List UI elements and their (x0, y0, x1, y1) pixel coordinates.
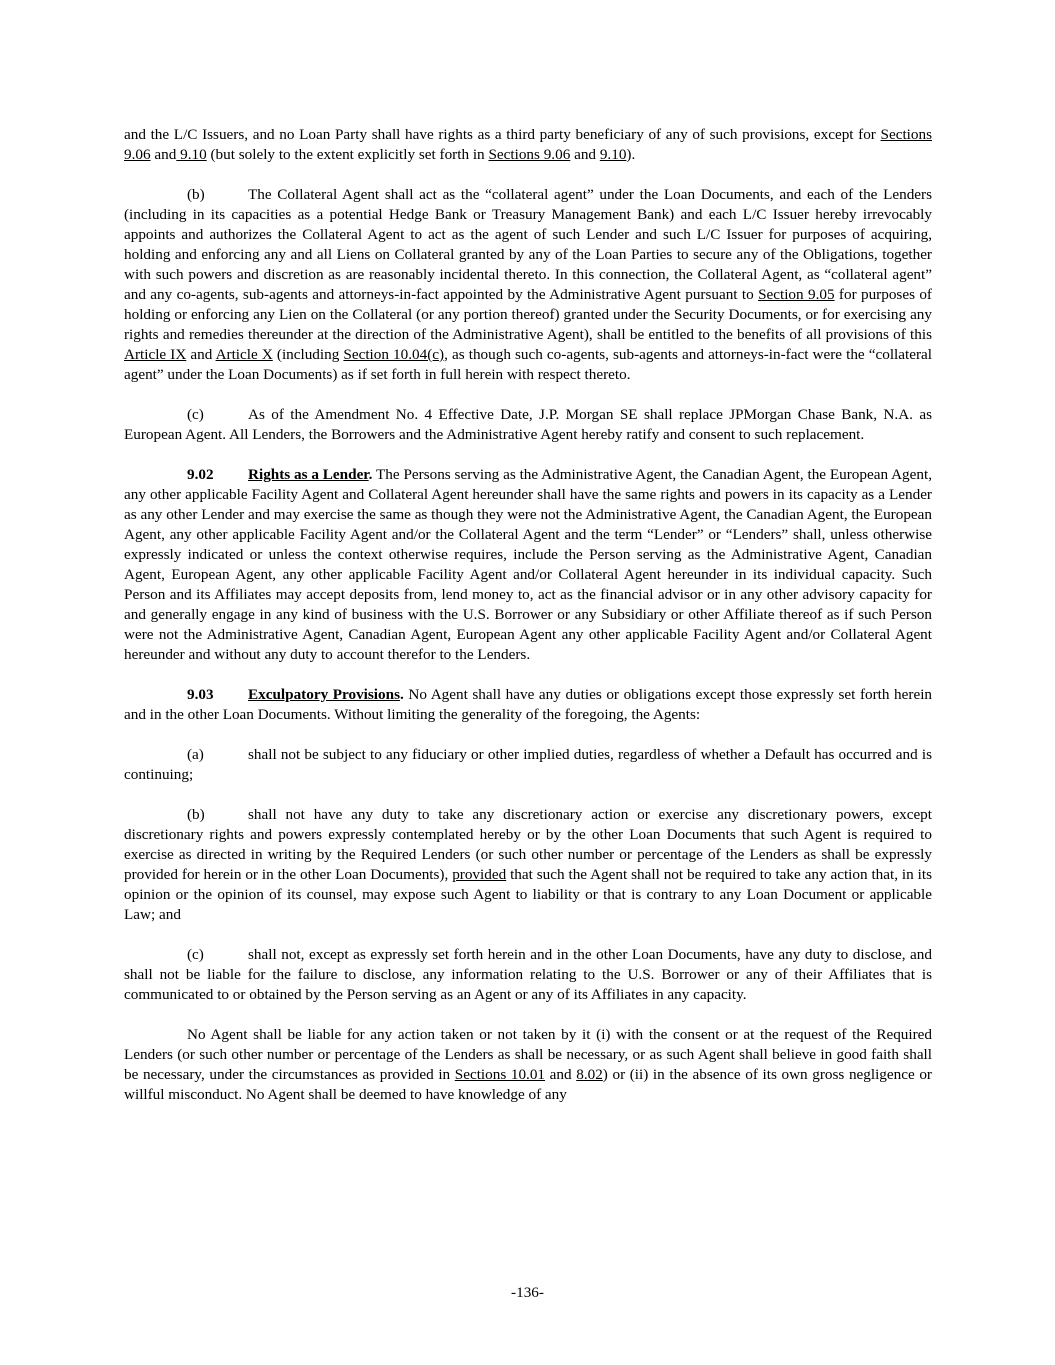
paragraph (124, 745, 932, 785)
paragraph (124, 185, 932, 385)
text-run: and (570, 146, 600, 163)
cross-reference: Section 10.04(c) (343, 346, 445, 363)
cross-reference: 8.02 (576, 1066, 603, 1083)
section-label: 9.02 (187, 466, 214, 483)
cross-reference: 9.10 (176, 146, 207, 163)
paragraph (124, 125, 932, 165)
document-body (124, 125, 932, 1125)
cross-reference: Article X (215, 346, 273, 363)
cross-reference: Sections 9.06 (124, 126, 932, 163)
paragraph (124, 465, 932, 665)
section-heading: Exculpatory Provisions (248, 686, 400, 703)
cross-reference: 9.10 (599, 146, 627, 163)
cross-reference: provided (452, 866, 507, 883)
text-run: ) or (ii) in the absence of its own gross negligence or willful misconduct. No Agent shall be deemed to have knowledge of any (124, 1066, 932, 1103)
text-run: and (150, 146, 177, 163)
text-run: and (186, 346, 216, 363)
text-run: shall not have any duty to take any discretionary action or exercise any discretionary powers, except discretionary rights and powers expressly contemplated hereby or by the other Loan Documents that such Agent is required to exercise as directed in writing by the Required Lenders (or such other number or percentage of the Lenders as shall be expressly provided for herein or in the other Loan Documents), (124, 806, 932, 883)
section-label: 9.03 (187, 686, 214, 703)
text-run: The Persons serving as the Administrative Agent, the Canadian Agent, the European Agent, any other applicable Facility Agent and Collateral Agent hereunder shall have the same rights and powers in its capacity as a Lender as any other Lender and may exercise the same as though they were not the Administrative Agent, the Canadian Agent, the European Agent, any other applicable Facility Agent and/or the Collateral Agent and the term “Lender” or “Lenders” shall, unless otherwise expressly indicated or unless the context otherwise requires, include the Person serving as the Administrative Agent, Canadian Agent, European Agent, any other applicable Facility Agent and/or Collateral Agent hereunder in its individual capacity. Such Person and its Affiliates may accept deposits from, lend money to, act as the financial advisor or in any other advisory capacity for and generally engage in any kind of business with the U.S. Borrower or any Subsidiary or other Affiliate thereof as if such Person were not the Administrative Agent, Canadian Agent, European Agent any other applicable Facility Agent and/or Collateral Agent hereunder and without any duty to account therefor to the Lenders. (124, 466, 932, 663)
page-number: -136- (511, 1284, 544, 1301)
paragraph (124, 1025, 932, 1105)
section-label: (b) (187, 186, 205, 203)
text-run: (including (272, 346, 344, 363)
paragraph (124, 685, 932, 725)
section-label: (c) (187, 946, 204, 963)
text-run: , as though such co-agents, sub-agents and attorneys-in-fact were the “collateral agent” under the Loan Documents) as if set forth in full herein with respect thereto. (124, 346, 932, 383)
text-run: ). (626, 146, 636, 163)
text-run: (but solely to the extent explicitly set forth in (206, 146, 489, 163)
text-run: No Agent shall have any duties or obligations except those expressly set forth herein and in the other Loan Documents. Without limiting the generality of the foregoing, the Agents: (124, 686, 933, 723)
text-run: and the L/C Issuers, and no Loan Party shall have rights as a third party beneficiary of any of such provisions, except for (124, 126, 881, 143)
text-run: shall not, except as expressly set forth herein and in the other Loan Documents, have any duty to disclose, and shall not be liable for the failure to disclose, any information relating to the U.S. Borrower or any of their Affiliates that is communicated to or obtained by the Person serving as an Agent or any of its Affiliates in any capacity. (124, 946, 932, 1003)
cross-reference: Sections 9.06 (488, 146, 571, 163)
cross-reference: Sections 10.01 (454, 1066, 546, 1083)
section-heading: Rights as a Lender (248, 466, 369, 483)
text-run: . (368, 466, 373, 483)
text-run: that such the Agent shall not be required to take any action that, in its opinion or the opinion of its counsel, may expose such Agent to liability or that is contrary to any Loan Document or applicable Law; and (124, 866, 932, 923)
text-run: and (545, 1066, 577, 1083)
text-run: . (399, 686, 404, 703)
paragraph (124, 405, 932, 445)
section-label: (c) (187, 406, 204, 423)
text-run: The Collateral Agent shall act as the “collateral agent” under the Loan Documents, and each of the Lenders (including in its capacities as a potential Hedge Bank or Treasury Management Bank) and each L/C Issuer hereby irrevocably appoints and authorizes the Collateral Agent to act as the agent of such Lender and such L/C Issuer for purposes of acquiring, holding and enforcing any and all Liens on Collateral granted by any of the Loan Parties to secure any of the Obligations, together with such powers and discretion as are reasonably incidental thereto. In this connection, the Collateral Agent, as “collateral agent” and any co-agents, sub-agents and attorneys-in-fact appointed by the Administrative Agent pursuant to (124, 186, 932, 303)
section-label: (a) (187, 746, 204, 763)
paragraph (124, 945, 932, 1005)
text-run: As of the Amendment No. 4 Effective Date, J.P. Morgan SE shall replace JPMorgan Chase Bank, N.A. as European Agent. All Lenders, the Borrowers and the Administrative Agent hereby ratify and consent to such replacement. (124, 406, 932, 443)
text-run: shall not be subject to any fiduciary or other implied duties, regardless of whether a Default has occurred and is continuing; (124, 746, 932, 783)
cross-reference: Article IX (124, 346, 187, 363)
text-run: No Agent shall be liable for any action taken or not taken by it (i) with the consent or at the request of the Required Lenders (or such other number or percentage of the Lenders as shall be necessary, or as such Agent shall believe in good faith shall be necessary, under the circumstances as provided in (124, 1026, 932, 1083)
text-run: for purposes of holding or enforcing any Lien on the Collateral (or any portion thereof) granted under the Security Documents, or for exercising any rights and remedies thereunder at the direction of the Administrative Agent), shall be entitled to the benefits of all provisions of this (124, 286, 932, 343)
section-label: (b) (187, 806, 205, 823)
paragraph (124, 805, 932, 925)
cross-reference: Section 9.05 (758, 286, 835, 303)
